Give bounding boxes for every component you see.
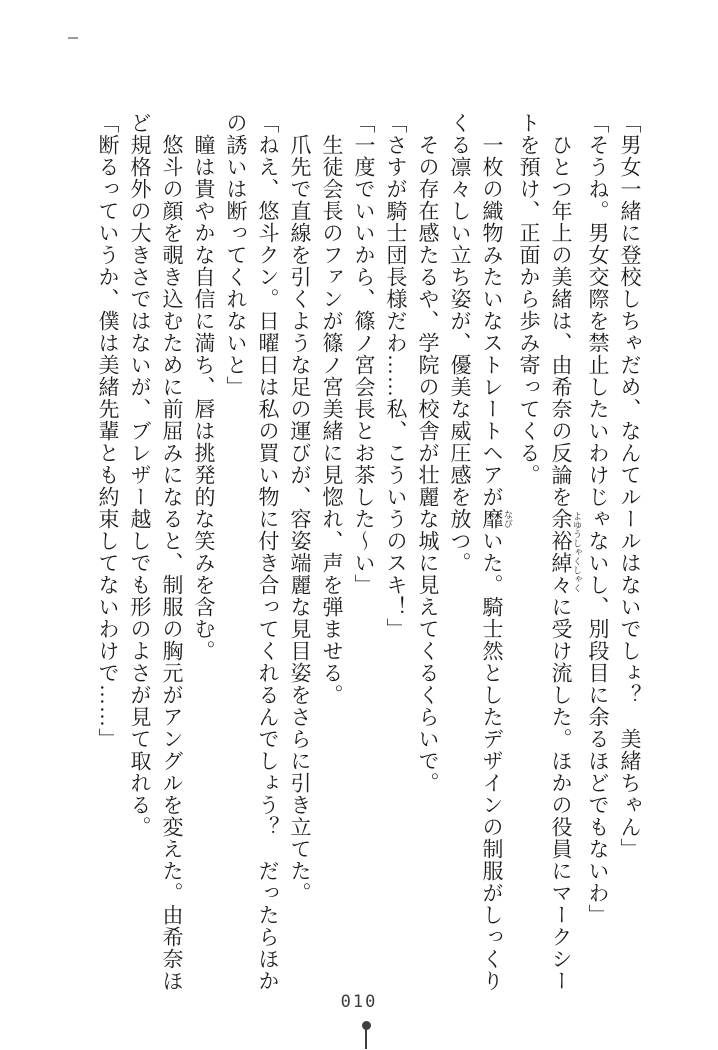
text-line: の誘いは断ってくれないと」 [224,112,248,398]
text-line: 一枚の織物みたいなストレートヘアが靡 なびいた。騎士然としたデザインの制服がしっくり [480,112,513,992]
ornament-stem [365,1029,367,1049]
text-line: 「そうね。男女交際を禁止したいわけじゃないし、別段目に余るほどでもないわ」 [586,112,610,926]
text-line: ひとつ年上の美緒は、由希奈の反論を余裕綽々 よゆうしゃくしゃくに受け流した。ほかの役員にマークシー [549,112,582,992]
ruby-annotated-word: 靡 なび [480,508,513,530]
text-line: トを預け、正面から歩み寄ってくる。 [517,112,541,486]
ruby-annotated-word: 余裕綽々 よゆうしゃくしゃく [549,508,582,596]
text-line: 悠斗の顔を覗き込むために前屈みになると、制服の胸元がアングルを変えた。由希奈ほ [160,112,184,992]
novel-page-text [90,112,646,992]
page-number: 010 [340,992,378,1012]
text-line: 爪先で直線を引くような足の運びが、容姿端麗な見目姿をさらに引き立てた。 [288,112,312,904]
text-line: 「男女一緒に登校しちゃだめ、なんてルールはないでしょ？ 美緒ちゃん」 [618,112,642,860]
text-line: 「さすが騎士団長様だわ……私、こういうのスキ！」 [384,112,408,640]
text-line: 「一度でいいから、篠ノ宮会長とお茶した～い」 [352,112,376,596]
text-line: くる凛々しい立ち姿が、優美な威圧感を放つ。 [448,112,472,574]
text-line: 瞳は貴やかな自信に満ち、唇は挑発的な笑みを含む。 [192,112,216,662]
page-pin-ornament [361,1021,371,1049]
text-line: 生徒会長のファンが篠ノ宮美緒に見惚れ、声を弾ませる。 [320,112,344,706]
text-line: ど規格外の大きさではないが、ブレザー越しでも形のよさが見て取れる。 [128,112,152,838]
text-line: 「断るっていうか、僕は美緒先輩とも約束してないわけで……」 [96,112,120,750]
scan-edge-mark [68,37,78,39]
text-line: 「ねえ、悠斗クン。日曜日は私の買い物に付き合ってくれるんでしょう？ だったらほか [256,112,280,992]
text-line: その存在感たるや、学院の校舎が壮麗な城に見えてくるくらいで。 [416,112,440,794]
